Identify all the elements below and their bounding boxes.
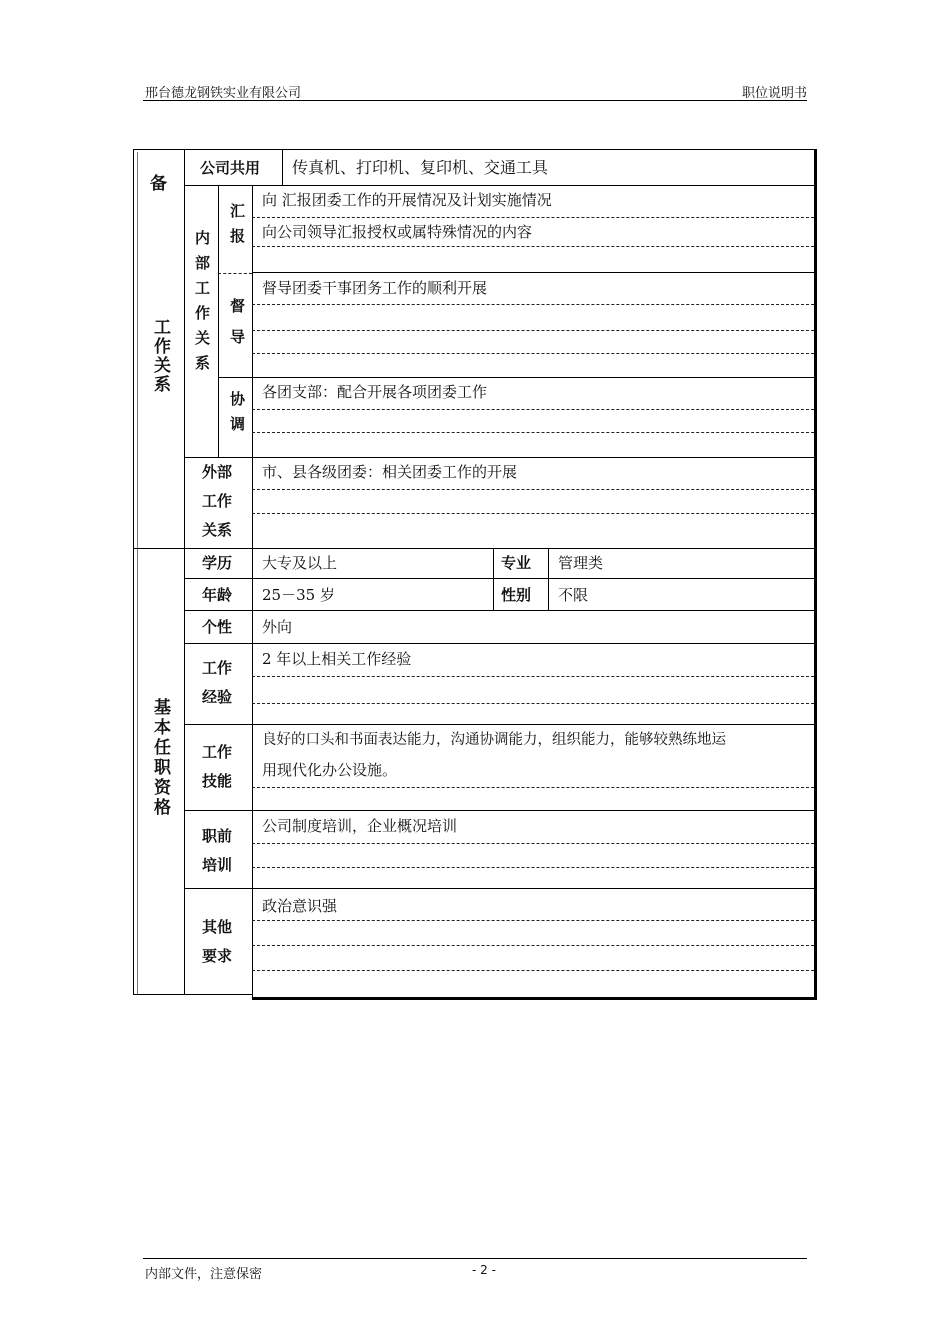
other-value: 政治意识强 [262,897,338,915]
skills-line-1: 良好的口头和书面表达能力，沟通协调能力，组织能力，能够较熟练地运 [262,732,726,748]
work-relations-title: 工作关系 [150,318,170,394]
external-label-3: 关系 [202,521,233,539]
page-footer [143,1258,807,1282]
major-value: 管理类 [558,554,604,572]
page-header [143,82,807,101]
company-name: 邢台德龙钢铁实业有限公司 [145,86,302,101]
confidential-note: 内部文件，注意保密 [145,1267,263,1282]
education-value: 大专及以上 [262,554,338,572]
education-label: 学历 [202,554,233,572]
experience-value: 2 年以上相关工作经验 [262,650,412,668]
supervise-label: 督导 [228,298,246,360]
supervise-line-1: 督导团委干事团务工作的顺利开展 [262,279,488,297]
skills-label-1: 工作 [202,743,233,761]
age-label: 年龄 [202,586,233,604]
experience-label-1: 工作 [202,659,233,677]
personality-label: 个性 [202,618,233,636]
skills-label-2: 技能 [202,772,233,790]
shared-equipment-label: 公司共用 [200,159,261,177]
experience-label-2: 经验 [202,688,233,706]
external-line-1: 市、县各级团委：相关团委工作的开展 [262,463,518,481]
gender-value: 不限 [558,586,589,604]
report-line-2: 向公司领导汇报授权或属特殊情况的内容 [262,223,533,241]
qualifications-title: 基本任职资格 [150,698,170,818]
training-value: 公司制度培训，企业概况培训 [262,817,458,835]
coordinate-label: 协调 [228,391,246,441]
gender-label: 性别 [501,586,532,604]
personality-value: 外向 [262,618,293,636]
report-line-1: 向 汇报团委工作的开展情况及计划实施情况 [262,191,552,209]
age-value: 25－35 岁 [262,586,335,604]
other-label-1: 其他 [202,918,233,936]
page-number: - 2 - [472,1263,496,1277]
skills-line-2: 用现代化办公设施。 [262,761,398,779]
training-label-1: 职前 [202,827,233,845]
training-label-2: 培训 [202,856,233,874]
external-label-1: 外部 [202,463,233,481]
other-label-2: 要求 [202,947,233,965]
coordinate-line-1: 各团支部：配合开展各项团委工作 [262,383,488,401]
internal-relations-label: 内部工作关系 [193,230,211,380]
report-label: 汇报 [228,203,246,253]
external-label-2: 工作 [202,492,233,510]
shared-equipment-value: 传真机、打印机、复印机、交通工具 [292,158,549,177]
major-label: 专业 [501,554,532,572]
document-type: 职位说明书 [741,86,807,101]
section-label-remarks: 备 [150,174,167,194]
